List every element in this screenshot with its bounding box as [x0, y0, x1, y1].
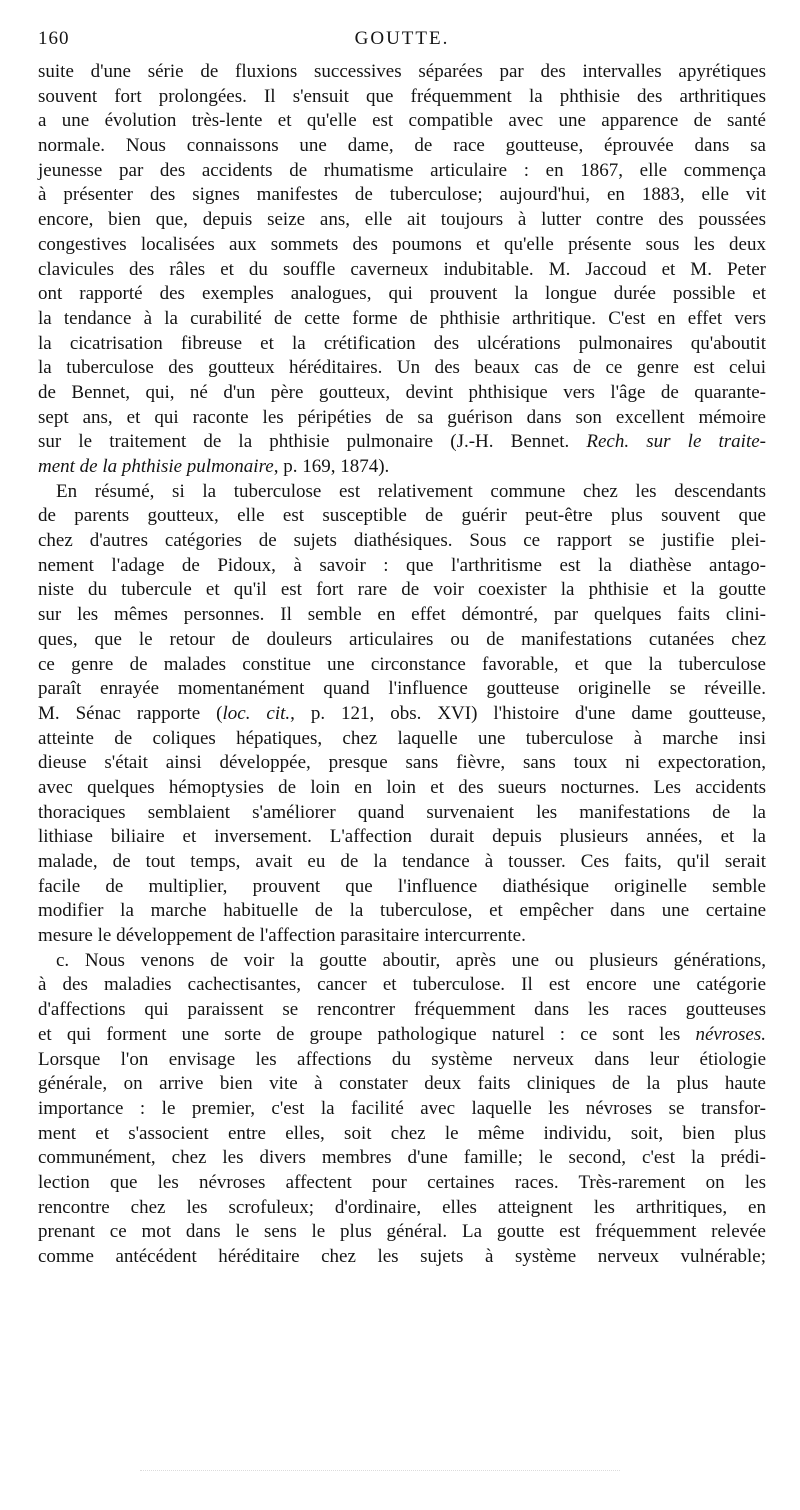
- running-header: [38, 28, 766, 58]
- line-text-tail: , p. 121, obs. XVI) l'histoire d'une dame goutteuse,: [290, 702, 766, 724]
- line-text: prenant ce mot dans le sens le plus général. La goutte est fréquemment relevée: [38, 1221, 766, 1243]
- text-line: [38, 430, 766, 455]
- line-text: a une évolution très-lente et qu'elle est compatible avec une apparence de santé: [38, 110, 766, 132]
- text-line: [38, 233, 766, 258]
- text-line: [38, 702, 766, 727]
- text-line: [38, 208, 766, 233]
- text-line: [38, 282, 766, 307]
- text-line: [38, 1122, 766, 1147]
- text-line: [38, 1072, 766, 1097]
- line-text: modifier la marche habituelle de la tuberculose, et empêcher dans une certaine: [38, 900, 766, 922]
- line-text: chez d'autres catégories de sujets diathésiques. Sous ce rapport se justifie plei-: [38, 530, 766, 552]
- text-line: [38, 1146, 766, 1171]
- line-text: à des maladies cachectisantes, cancer et tuberculose. Il est encore une catégorie: [38, 974, 766, 996]
- text-line: [38, 60, 766, 85]
- page-smudge: [140, 1470, 620, 1477]
- text-line: [38, 677, 766, 702]
- text-line: [38, 949, 766, 974]
- text-line: [38, 850, 766, 875]
- page-number: 160: [38, 28, 70, 49]
- text-line: [38, 751, 766, 776]
- text-line: [38, 875, 766, 900]
- text-line: [38, 480, 766, 505]
- text-line: [38, 801, 766, 826]
- line-text: lection que les névroses affectent pour certaines races. Très-rarement on les: [38, 1171, 766, 1193]
- line-text: la cicatrisation fibreuse et la crétification des ulcérations pulmonaires qu'aboutit: [38, 332, 766, 354]
- text-line: [38, 85, 766, 110]
- line-text: la tendance à la curabilité de cette forme de phthisie arthritique. C'est en effet vers: [38, 307, 766, 329]
- line-text: ques, que le retour de douleurs articulaires ou de manifestations cutanées chez: [38, 628, 766, 650]
- text-line: [38, 381, 766, 406]
- text-line: [38, 504, 766, 529]
- line-text: souvent fort prolongées. Il s'ensuit que fréquemment la phthisie des arthritiques: [38, 85, 766, 107]
- line-text: paraît enrayée momentanément quand l'influence goutteuse originelle se réveille.: [38, 678, 766, 700]
- line-text: comme antécédent héréditaire chez les sujets à système nerveux vulnérable;: [38, 1246, 766, 1267]
- line-text: avec quelques hémoptysies de loin en loin et des sueurs nocturnes. Les accidents: [38, 776, 766, 798]
- italic-text: Rech. sur le traite-: [586, 431, 766, 453]
- text-line: [38, 998, 766, 1023]
- line-text: de Bennet, qui, né d'un père goutteux, devint phthisique vers l'âge de quarante-: [38, 381, 766, 403]
- text-line: [38, 924, 766, 949]
- line-text: à présenter des signes manifestes de tuberculose; aujourd'hui, en 1883, elle vit: [38, 184, 766, 206]
- line-text: ment et s'associent entre elles, soit chez le même individu, soit, bien plus: [38, 1122, 766, 1144]
- text-line: [38, 134, 766, 159]
- line-text: Lorsque l'on envisage les affections du système nerveux dans leur étiologie: [38, 1048, 766, 1070]
- text-line: [38, 1097, 766, 1122]
- text-line: [38, 1023, 766, 1048]
- text-line: [38, 1196, 766, 1221]
- text-line: [38, 603, 766, 628]
- line-text: M. Sénac rapporte (: [38, 702, 223, 724]
- text-line: [38, 406, 766, 431]
- line-text: facile de multiplier, prouvent que l'influence diathésique originelle semble: [38, 875, 766, 897]
- line-text: nement l'adage de Pidoux, à savoir : que l'arthritisme est la diathèse antago-: [38, 554, 766, 576]
- running-title: GOUTTE.: [354, 28, 450, 49]
- line-text: congestives localisées aux sommets des poumons et qu'elle présente sous les deux: [38, 233, 766, 255]
- line-text: sur les mêmes personnes. Il semble en effet démontré, par quelques faits clini-: [38, 604, 766, 626]
- line-text: normale. Nous connaissons une dame, de race goutteuse, éprouvée dans sa: [38, 135, 766, 157]
- line-text: la tuberculose des goutteux héréditaires. Un des beaux cas de ce genre est celui: [38, 357, 766, 379]
- italic-text: loc. cit.: [222, 702, 291, 724]
- line-text: sept ans, et qui raconte les péripéties de sa guérison dans son excellent mémoire: [38, 406, 766, 428]
- line-text: importance : le premier, c'est la facilité avec laquelle les névroses se transfor-: [38, 1097, 766, 1119]
- line-text: niste du tubercule et qu'il est fort rare de voir coexister la phthisie et la goutte: [38, 579, 766, 601]
- text-line: [38, 109, 766, 134]
- text-line: [38, 628, 766, 653]
- text-line: [38, 258, 766, 283]
- line-text: c. Nous venons de voir la goutte aboutir, après une ou plusieurs générations,: [56, 949, 766, 971]
- text-line: [38, 529, 766, 554]
- line-text: et qui forment une sorte de groupe pathologique naturel : ce sont les: [38, 1023, 696, 1045]
- text-line: [38, 825, 766, 850]
- text-line: [38, 307, 766, 332]
- line-text: sur le traitement de la phthisie pulmonaire (J.-H. Bennet.: [38, 431, 587, 453]
- text-line: [38, 1171, 766, 1196]
- line-text: mesure le développement de l'affection parasitaire intercurrente.: [38, 925, 526, 947]
- line-text: encore, bien que, depuis seize ans, elle ait toujours à lutter contre des poussées: [38, 209, 766, 231]
- line-text: thoraciques semblaient s'améliorer quand survenaient les manifestations de la: [38, 801, 766, 823]
- line-text: jeunesse par des accidents de rhumatisme articulaire : en 1867, elle commença: [38, 159, 766, 181]
- line-text: lithiase biliaire et inversement. L'affection durait depuis plusieurs années, et la: [38, 826, 766, 848]
- text-line: [38, 578, 766, 603]
- text-line: [38, 1245, 766, 1270]
- text-line: [38, 653, 766, 678]
- line-text: malade, de tout temps, avait eu de la tendance à tousser. Ces faits, qu'il serait: [38, 851, 766, 872]
- line-text: suite d'une série de fluxions successives séparées par des intervalles apyrétiques: [38, 61, 766, 82]
- line-text: d'affections qui paraissent se rencontrer fréquemment dans les races goutteuses: [38, 999, 766, 1021]
- line-text: atteinte de coliques hépatiques, chez laquelle une tuberculose à marche insi: [38, 727, 766, 749]
- body-text: [38, 60, 766, 1270]
- text-line: [38, 1048, 766, 1073]
- text-line: [38, 727, 766, 752]
- line-text: ont rapporté des exemples analogues, qui prouvent la longue durée possible et: [38, 283, 766, 305]
- line-text: communément, chez les divers membres d'une famille; le second, c'est la prédi-: [38, 1147, 766, 1169]
- book-page: [38, 28, 766, 1270]
- line-text: clavicules des râles et du souffle caverneux indubitable. M. Jaccoud et M. Peter: [38, 258, 766, 280]
- line-text: de parents goutteux, elle est susceptible de guérir peut-être plus souvent que: [38, 505, 766, 527]
- line-text: rencontre chez les scrofuleux; d'ordinaire, elles atteignent les arthritiques, en: [38, 1196, 766, 1218]
- text-line: [38, 899, 766, 924]
- line-text: En résumé, si la tuberculose est relativement commune chez les descendants: [56, 480, 766, 502]
- text-line: [38, 1220, 766, 1245]
- line-text: , p. 169, 1874).: [273, 456, 390, 477]
- text-line: [38, 455, 766, 480]
- text-line: [38, 554, 766, 579]
- text-line: [38, 973, 766, 998]
- line-text: ce genre de malades constitue une circonstance favorable, et que la tuberculose: [38, 653, 766, 675]
- italic-text: névroses.: [695, 1023, 766, 1045]
- text-line: [38, 183, 766, 208]
- text-line: [38, 356, 766, 381]
- line-text: générale, on arrive bien vite à constater deux faits cliniques de la plus haute: [38, 1073, 766, 1095]
- text-line: [38, 332, 766, 357]
- text-line: [38, 776, 766, 801]
- text-line: [38, 159, 766, 184]
- line-text: dieuse s'était ainsi développée, presque sans fièvre, sans toux ni expectoration,: [38, 752, 766, 774]
- italic-text: ment de la phthisie pulmonaire: [38, 456, 274, 477]
